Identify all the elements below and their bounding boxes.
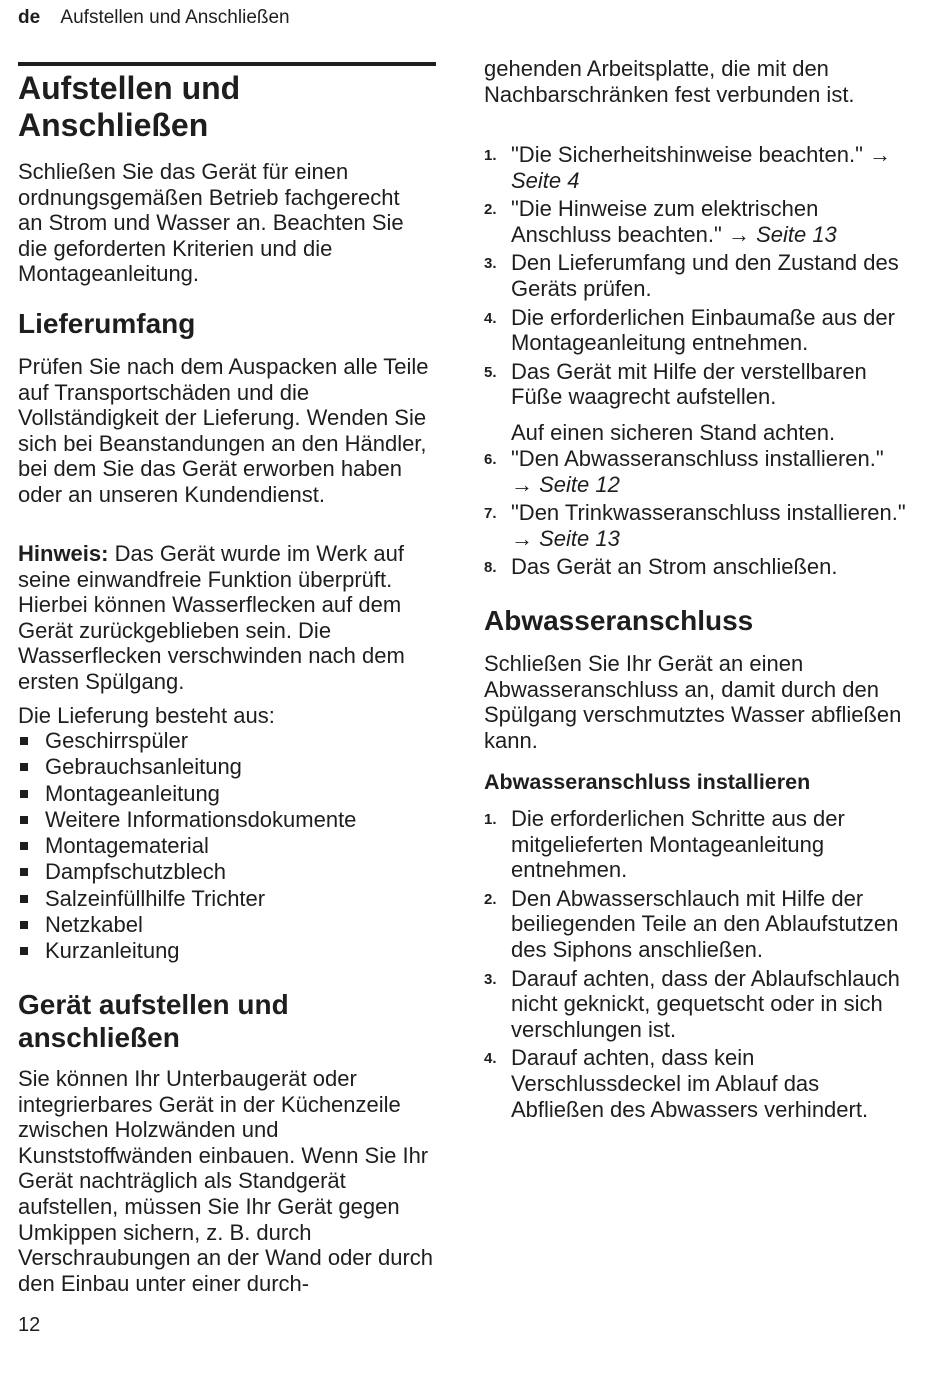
page-reference: Seite 13 (539, 525, 620, 551)
step-number: 1. (484, 147, 497, 164)
list-item: Gebrauchsanleitung (18, 754, 436, 780)
language-code: de (18, 7, 41, 28)
page-reference: Seite 12 (539, 471, 620, 497)
step-number: 5. (484, 363, 497, 381)
step-number: 1. (484, 811, 497, 828)
step-item (484, 1045, 904, 1122)
running-header (18, 7, 290, 29)
list-item: Geschirrspüler (18, 728, 436, 754)
step-item (484, 500, 908, 551)
step-item (484, 305, 908, 356)
step-5-note: Auf einen sicheren Stand achten. (511, 420, 836, 445)
step-item (484, 806, 904, 883)
step-number: 2. (484, 890, 497, 908)
step-text: "Den Abwasseranschluss installieren." → (511, 446, 884, 497)
step-item (484, 250, 908, 301)
intro-paragraph: Schließen Sie das Gerät für einen ordnungsgemäßen Betrieb fachgerecht an Strom und Wasser an. Beachten Sie die geforderten Kriterien und die Montageanleitung. (18, 159, 404, 287)
note-paragraph (18, 541, 436, 695)
step-text: Das Gerät mit Hilfe der verstellbaren Füße waagrecht aufstellen. (511, 358, 867, 410)
list-item: Montageanleitung (18, 781, 436, 807)
step-item (484, 446, 908, 497)
note-text: Das Gerät wurde im Werk auf seine einwandfreie Funktion überprüft. Hierbei können Wasserflecken auf dem Gerät zurückgeblieben sein. Die Wasserflecken verschwinden nach dem ersten Spülgang. (18, 541, 405, 694)
install-paragraph: Sie können Ihr Unterbaugerät oder integrierbares Gerät in der Küchenzeile zwischen Holzwänden und Kunststoffwänden einbauen. Wenn Sie Ihr Gerät nachträglich als Standgerät aufstellen, müssen Sie Ihr Gerät gegen Umkippen sichern, z. B. durch Verschraubungen an der Wand oder durch den Einbau unter einer durch- (18, 1066, 434, 1296)
step-item (484, 966, 904, 1043)
step-item (484, 554, 908, 580)
step-text: Das Gerät an Strom anschließen. (511, 554, 838, 580)
list-item: Montagematerial (18, 833, 436, 859)
continued-paragraph: gehenden Arbeitsplatte, die mit den Nachbarschränken fest verbunden ist. (484, 56, 855, 107)
step-text: Darauf achten, dass kein Verschlussdeckel im Ablauf das Abfließen des Abwassers verhindert. (511, 1045, 869, 1122)
list-item: Kurzanleitung (18, 938, 436, 964)
subheading-drain-install: Abwasseranschluss installieren (484, 770, 811, 794)
step-number: 7. (484, 505, 497, 523)
section-heading-abwasser: Abwasseranschluss (484, 605, 754, 636)
setup-steps-continued (484, 446, 908, 583)
section-heading-lieferumfang: Lieferumfang (18, 308, 196, 339)
step-number: 3. (484, 970, 497, 988)
delivery-list (18, 728, 436, 965)
page-reference: Seite 13 (756, 221, 837, 247)
drain-steps (484, 806, 904, 1125)
step-number: 4. (484, 1050, 497, 1068)
step-text: Den Lieferumfang und den Zustand des Geräts prüfen. (511, 250, 899, 301)
step-text: Die erforderlichen Schritte aus der mitgelieferten Montageanleitung entnehmen. (511, 806, 845, 883)
list-item: Weitere Informationsdokumente (18, 807, 436, 833)
page-number: 12 (18, 1314, 41, 1336)
step-text: Den Abwasserschlauch mit Hilfe der beiliegenden Teile an den Ablaufstutzen des Siphons anschließen. (511, 885, 899, 962)
list-item: Netzkabel (18, 912, 436, 938)
step-text: Darauf achten, dass der Ablaufschlauch nicht geknickt, gequetscht oder in sich verschlungen ist. (511, 965, 900, 1042)
step-text: "Die Hinweise zum elektrischen Anschluss beachten." → (511, 196, 819, 247)
page-title: Aufstellen und Anschließen (18, 70, 241, 143)
step-text: "Die Sicherheitshinweise beachten." → (511, 142, 892, 167)
page-reference: Seite 4 (511, 167, 580, 193)
step-item (484, 142, 908, 193)
step-number: 6. (484, 451, 497, 468)
section-heading-install: Gerät aufstellen und anschließen (18, 989, 289, 1053)
drain-paragraph: Schließen Sie Ihr Gerät an einen Abwasseranschluss an, damit durch den Spülgang verschmutztes Wasser abfließen kann. (484, 651, 902, 753)
list-intro: Die Lieferung besteht aus: (18, 703, 275, 728)
step-item (484, 359, 908, 410)
running-header-title: Aufstellen und Anschließen (60, 7, 290, 28)
step-number: 4. (484, 309, 497, 327)
title-rule (18, 62, 436, 66)
step-number: 2. (484, 201, 497, 219)
step-text: Die erforderlichen Einbaumaße aus der Montageanleitung entnehmen. (511, 304, 895, 356)
step-text: "Den Trinkwasseranschluss installieren." → (511, 500, 906, 551)
list-item: Salzeinfüllhilfe Trichter (18, 886, 436, 912)
step-item (484, 196, 908, 247)
step-number: 3. (484, 255, 497, 273)
step-number: 8. (484, 559, 497, 577)
step-item (484, 886, 904, 963)
note-label: Hinweis: (18, 541, 109, 566)
setup-steps (484, 142, 908, 413)
list-item: Dampfschutzblech (18, 859, 436, 885)
delivery-paragraph: Prüfen Sie nach dem Auspacken alle Teile auf Transportschäden und die Vollständigkeit der Lieferung. Wenden Sie sich bei Beanstandungen an den Händler, bei dem Sie das Gerät erworben haben oder an unseren Kundendienst. (18, 354, 429, 507)
